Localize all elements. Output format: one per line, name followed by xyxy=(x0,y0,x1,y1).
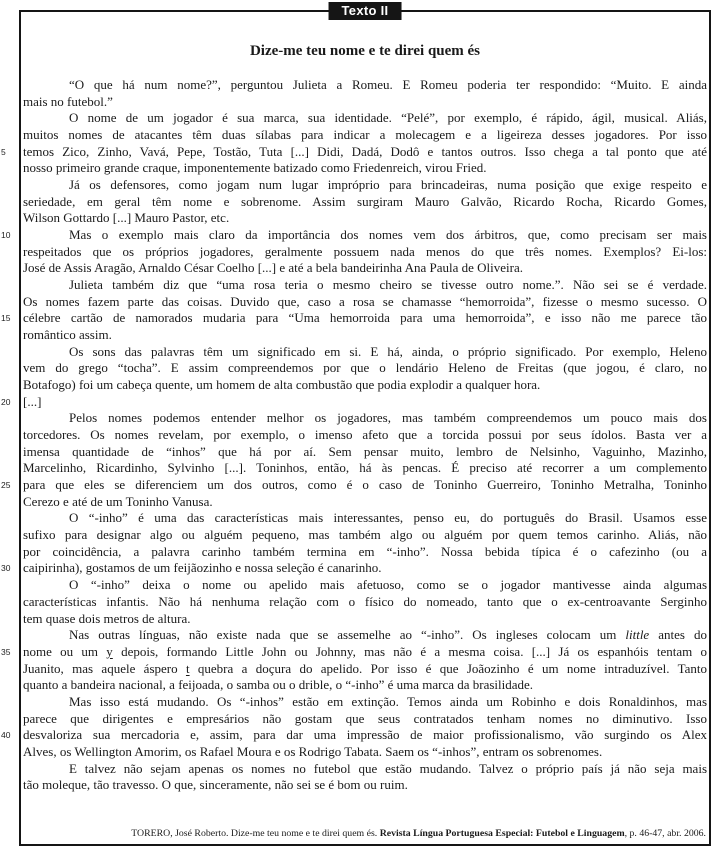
text-line xyxy=(1,393,707,411)
line-text: parece que dirigentes e empresários não gostam que seus contratados tenham nomes no diminutivo. Isso xyxy=(23,710,707,726)
text-line xyxy=(23,577,707,594)
text-line xyxy=(23,594,707,611)
line-text: Alves, os Wellington Amorim, os Rafael Moura e os Rodrigo Tabata. Saem os “-inhos”, entram os sobrenomes. xyxy=(23,743,603,759)
line-text: Mas isso está mudando. Os “-inhos” estão em extinção. Temos ainda um Robinho e dois Ronaldinhos, mas xyxy=(69,693,707,709)
text-line xyxy=(23,260,707,277)
text-line xyxy=(1,560,707,577)
line-text: Julieta também diz que “uma rosa teria o mesmo cheiro se tivesse outro nome.”. Não sei se é verdade. xyxy=(69,277,707,293)
line-text: Juanito, mas aquele áspero t quebra a doçura do apelido. Por isso é que Joãozinho é um nome intraduzível. Tanto xyxy=(23,660,708,676)
text-line xyxy=(23,94,707,111)
line-number: 25 xyxy=(1,480,11,491)
line-text: imensa quantidade de “inhos” que há por aí. Sem pensar muito, lembro de Nelsinho, Vaguinho, Mazinho, xyxy=(23,443,707,459)
text-line xyxy=(23,761,707,778)
line-text: tem quase dois metros de altura. xyxy=(23,610,191,626)
citation-source: Revista Língua Portuguesa Especial: Futebol e Linguagem xyxy=(379,828,625,839)
text-line xyxy=(23,444,707,461)
line-text: desvaloriza sua mercadoria e, assim, para dar uma impressão de maior profissionalismo, vão surgindo os Alex xyxy=(23,727,707,743)
text-line xyxy=(1,310,707,327)
text-line xyxy=(23,777,707,794)
text-line xyxy=(23,194,707,211)
text-line xyxy=(23,277,707,294)
text-line xyxy=(23,661,707,678)
text-line xyxy=(23,127,707,144)
line-number: 10 xyxy=(1,230,11,241)
text-title: Dize-me teu nome e te direi quem és xyxy=(249,43,481,59)
text-line xyxy=(23,210,707,227)
line-text: Já os defensores, como jogam num lugar impróprio para brincadeiras, numa posição que exige respeito e xyxy=(69,177,707,193)
text-line xyxy=(23,160,707,177)
line-text: seriedade, em geral têm nome e sobrenome. Assim surgiram Mauro Galvão, Ricardo Rocha, Ricardo Gomes, xyxy=(23,193,707,209)
line-text: Mas o exemplo mais claro da importância dos nomes vem dos árbitros, que, como precisam ser mais xyxy=(69,227,707,243)
text-line xyxy=(23,360,707,377)
text-line xyxy=(23,494,707,511)
text-line xyxy=(1,477,707,494)
citation-author-title: TORERO, José Roberto. Dize-me teu nome e te direi quem és. xyxy=(131,828,380,839)
line-text: para que eles se diferenciem um dos outros, como é o caso de Toninho Guerreiro, Toninho Metralha, Toninho xyxy=(23,477,707,493)
text-line xyxy=(23,110,707,127)
line-number: 20 xyxy=(1,396,11,407)
text-line xyxy=(23,377,707,394)
line-text: José de Assis Aragão, Arnaldo César Coelho [...] e até a bela bandeirinha Ana Paula de Oliveira. xyxy=(23,260,523,276)
text-line xyxy=(23,677,707,694)
text-line xyxy=(23,77,707,94)
text-line xyxy=(23,410,707,427)
citation-pages-date: , p. 46-47, abr. 2006. xyxy=(624,828,706,839)
line-number: 40 xyxy=(1,730,11,741)
line-text: características infantis. Não há nenhuma relação com o físico do nomeado, tanto que o ex-centroavante Serginho xyxy=(23,593,707,609)
line-text: Cerezo e até de um Toninho Vanusa. xyxy=(23,493,213,509)
line-text: Pelos nomes podemos entender melhor os jogadores, mas também compreendemos um pouco mais dos xyxy=(69,410,707,426)
line-text: quanto a bandeira nacional, a feijoada, o samba ou o drible, o “-inho” é uma marca da brasilidade. xyxy=(23,677,534,693)
line-text: mais no futebol.” xyxy=(23,93,113,109)
line-text: [...] xyxy=(23,393,42,409)
line-text: Botafogo) foi um cabeça quente, um homem de alta combustão que podia explodir a qualquer hora. xyxy=(23,377,541,393)
line-text: O nome de um jogador é sua marca, sua identidade. “Pelé”, por exemplo, é rápido, ágil, musical. Aliás, xyxy=(69,110,707,126)
text-line xyxy=(1,727,707,744)
line-text: nosso primeiro grande craque, imponentemente batizado como Friedenreich, virou Fried. xyxy=(23,160,487,176)
text-line xyxy=(23,460,707,477)
text-frame xyxy=(1,3,711,846)
line-text: Nas outras línguas, não existe nada que se assemelhe ao “-inho”. Os ingleses colocam um little antes do xyxy=(69,627,707,643)
text-line xyxy=(23,427,707,444)
line-text: “O que há num nome?”, perguntou Julieta a Romeu. E Romeu poderia ter respondido: “Muito. E ainda xyxy=(69,77,707,92)
line-text: Os sons das palavras têm um significado em si. E há, ainda, o próprio significado. Por exemplo, Heleno xyxy=(69,343,707,359)
text-line xyxy=(23,344,707,361)
line-text: vem do grego “tocha”. E assim compreendemos por que o lendário Heleno de Freitas (que jogou, é claro, no xyxy=(23,360,707,376)
line-number: 30 xyxy=(1,563,11,574)
text-line xyxy=(1,643,707,661)
text-line xyxy=(23,744,707,761)
citation xyxy=(21,828,706,840)
line-text: sufixo para designar algo ou alguém pequeno, mas também algo ou alguém por quem temos carinho. Aliás, não xyxy=(23,527,707,543)
line-text: por coincidência, a palavra carinho também termina em “-inho”. Nossa bebida típica é o cafezinho (ou a xyxy=(23,543,707,559)
line-number: 15 xyxy=(1,313,11,324)
line-text: Wilson Gottardo [...] Mauro Pastor, etc. xyxy=(23,210,230,226)
text-line xyxy=(23,611,707,628)
text-line xyxy=(23,327,707,344)
line-text: célebre cartão de namorados mudaria para “Uma hemorroida para uma hemorroida”, e isso não me parece tão xyxy=(23,310,707,326)
text-body xyxy=(1,77,708,794)
line-text: temos Zico, Zinho, Vavá, Pepe, Tostão, Tuta [...] Didi, Dadá, Dodô e tantos outros. Isso chega a tal ponto que até xyxy=(23,143,707,159)
line-text: Os nomes fazem parte das coisas. Duvido que, caso a rosa se chamasse “hemorroida”, fizesse o mesmo sucesso. O xyxy=(23,293,707,309)
text-line xyxy=(23,711,707,728)
line-text: torcedores. Os nomes revelam, por exemplo, o imenso afeto que a torcida possui por seus ídolos. Basta ver a xyxy=(23,427,707,443)
line-text: Marcelinho, Ricardinho, Sylvinho [...]. Toninhos, então, há às pencas. É preciso até recorrer a um complemento xyxy=(23,460,707,476)
text-line xyxy=(23,694,707,711)
line-text: E talvez não sejam apenas os nomes no futebol que estão mudando. Talvez o próprio país já não seja mais xyxy=(69,760,707,776)
line-text: O “-inho” deixa o nome ou apelido mais afetuoso, como se o jogador mantivesse ainda algumas xyxy=(69,577,707,593)
text-line xyxy=(23,510,707,527)
line-text: respeitados que os próprios jogadores, geralmente possuem nada menos do que três nomes. Exemplos? Ei-los: xyxy=(23,243,707,259)
text-line xyxy=(1,227,707,244)
line-text: nome ou um y depois, formando Little John ou Johnny, mas não é a mesma coisa. [...] Já os espanhóis tentam o xyxy=(23,643,707,659)
line-text: romântico assim. xyxy=(23,327,112,343)
text-line xyxy=(23,544,707,561)
texto-ii-tab: Texto II xyxy=(329,2,402,20)
line-number: 5 xyxy=(1,146,6,157)
text-line xyxy=(23,627,707,644)
line-text: O “-inho” é uma das características mais interessantes, penso eu, do português do Brasil. Usamos esse xyxy=(69,510,707,526)
text-line xyxy=(1,143,707,161)
line-text: caipirinha), gostamos de um feijãozinho e nossa seleção é canarinho. xyxy=(23,560,382,576)
text-line xyxy=(23,527,707,544)
text-line xyxy=(23,177,707,194)
line-number: 35 xyxy=(1,646,11,657)
line-text: tão moleque, tão travesso. O que, sinceramente, não sei se é bom ou ruim. xyxy=(23,777,408,793)
text-line xyxy=(23,244,707,261)
text-line xyxy=(23,294,707,311)
line-text: muitos nomes de atacantes têm duas sílabas para indicar a molecagem e a ligeireza desses jogadores. Por isso xyxy=(23,127,707,143)
